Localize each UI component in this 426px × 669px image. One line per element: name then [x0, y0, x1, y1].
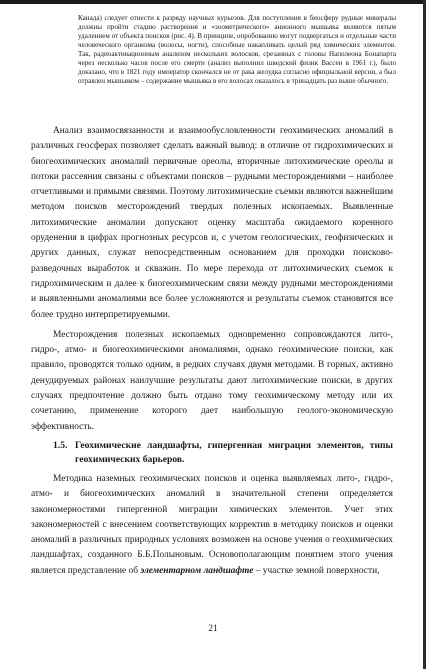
paragraph-1: Анализ взаимосвязанности и взаимообусловленности геохимических аномалий в различных геосферах позволяет сделать важный вывод: в отличие от гидрохимических и биогеохимических аномалий первичные ореолы, вторичные литохимические ореолы и потоки рассеяния связаны с объектами поисков – рудными месторождениями – наиболее отчетливыми и прямыми связями. Поэтому литохимические съемки являются важнейшим методом поисков месторождений твердых полезных ископаемых. Выявленные литохимические аномалии допускают оценку масштаба ожидаемого коренного оруденения в цифрах прогнозных ресурсов и, с учетом геологических, геофизических и других данных, служат непосредственным основанием для проходки поисково-разведочных выработок и скважин. По мере перехода от литохимических съемок к гидрохимическим и далее к биогеохимическим связи между рудными месторождениями и выявленными аномалиями все более усложняются и результаты съемок становятся все более трудно интерпретируемыми. [31, 126, 393, 320]
section-number: 1.5. [53, 439, 68, 451]
term-elementary-landscape: элементарном ландшафте [140, 565, 254, 576]
paragraph-3-before: Методика наземных геохимических поисков и оценка выявляемых лито-, гидро-, атмо- и биогеохимических аномалий в значительной степени определяется закономерностями гипергенной миграции химических элементов. Учет этих закономерностей с внесением соответствующих корректив в методику поисков и оценки аномалий в различных природных условиях возможен на основе учения о геохимических ландшафтах, созданного Б.Б.Полыновым. Основополагающим понятием этого учения является представление об [31, 473, 393, 576]
paragraph-3 [31, 472, 393, 579]
section-title: Геохимические ландшафты, гипергенная миграция элементов, типы геохимических барьеров. [75, 439, 393, 465]
page-number: 21 [208, 624, 218, 634]
scan-border-top [0, 0, 426, 4]
excerpt-block [78, 14, 396, 86]
section-heading [53, 439, 393, 467]
paragraph-3-after: – участке земной поверхности, [253, 565, 380, 576]
paragraph-2: Месторождения полезных ископаемых одновременно сопровождаются лито-, гидро-, атмо- и биогеохимическими аномалиями, однако геохимические поиски, как правило, проводятся только одним, в редких случаях двумя методами. В горных, активно денудируемых районах наилучшие результаты дают литохимические поиски, в других случаях предпочтение должно быть отдано тому геохимическому методу или их сочетанию, применение которого дает наибольшую геолого-экономическую эффективность. [31, 329, 393, 432]
excerpt-text: Канада) следует отнести к разряду научных курьезов. Для поступления в биосферу рудные минералы должны пройти стадию растворения и «зоометрического» анионного мышьяка являются пятым удалением от объекта поисков (рис. 4). В принципе, опробованию могут подвергаться и отдельные части человеческого организма (волосы, ногти), способные накапливать целый ряд химических элементов. Так, радиоактивационным анализом нескольких волосков, срезанных с головы Наполеона Бонапарта через несколько часов после его смерти (анализ выполнил шведский физик Вассен в 1961 г.), было доказано, что в 1821 году император скончался не от рака желудка согласно официальной версии, а был отравлен мышьяком – содержание мышьяка в его волосах оказалось в тринадцать раз выше обычного. [78, 14, 396, 85]
main-text [31, 124, 393, 579]
